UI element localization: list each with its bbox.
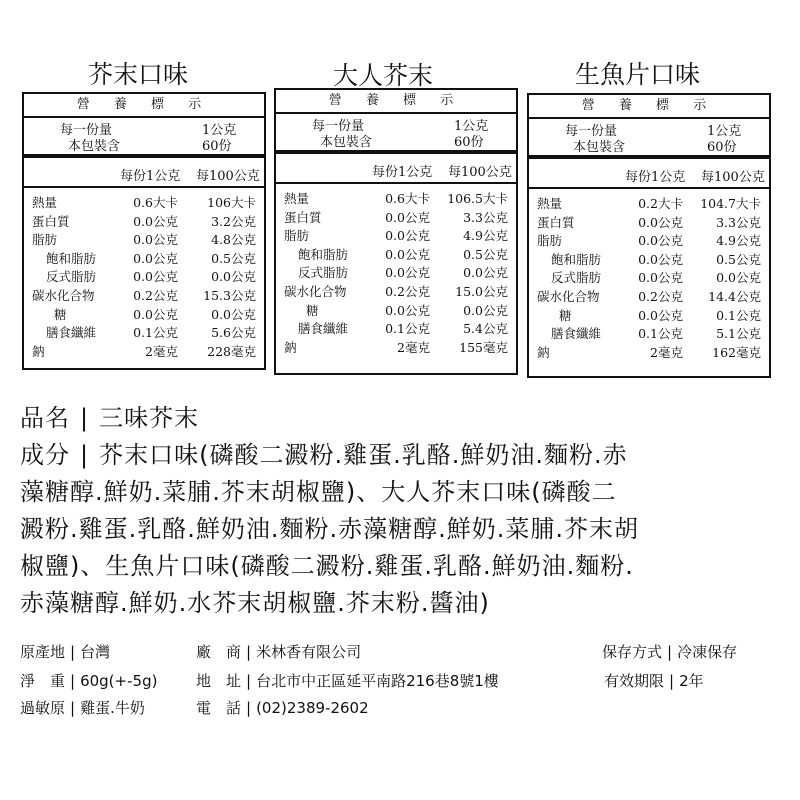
nutrient-name: 蛋白質	[284, 209, 322, 225]
product-name-value: 三味芥末	[99, 404, 200, 432]
nutrient-per-100g: 5.6公克	[211, 325, 256, 341]
nutrient-name: 糖	[54, 306, 67, 322]
separator: |	[669, 672, 675, 690]
nutrient-per-100g: 0.0公克	[211, 269, 256, 285]
net-weight-row	[20, 670, 157, 691]
nutrient-row	[529, 269, 769, 288]
nutrient-per-serving: 0.0公克	[638, 307, 683, 323]
column-headers	[276, 154, 516, 184]
ingredients-text: 芥末口味(磷酸二澱粉.雞蛋.乳酪.鮮奶油.麵粉.赤	[99, 441, 628, 469]
nutrition-header: 營 養 標 示	[24, 94, 264, 118]
nutrient-name: 碳水化合物	[284, 283, 347, 299]
nutrient-per-serving: 0.0公克	[638, 233, 683, 249]
nutrient-per-serving: 2毫克	[397, 339, 430, 355]
nutrient-row	[24, 324, 264, 343]
nutrient-per-100g: 15.0公克	[455, 283, 508, 299]
allergen-label: 過敏原	[20, 699, 66, 717]
nutrient-row	[529, 288, 769, 307]
nutrient-per-100g: 3.2公克	[211, 213, 256, 229]
nutrient-per-100g: 0.0公克	[463, 302, 508, 318]
per-serving-header: 每份1公克	[625, 170, 686, 185]
nutrient-name: 膳食纖維	[46, 325, 97, 341]
maker-label: 廠 商	[196, 643, 242, 661]
nutrient-per-serving: 0.0公克	[385, 228, 430, 244]
nutrient-per-serving: 0.2公克	[385, 283, 430, 299]
ingredients-line-5: 赤藻糖醇.鮮奶.水芥末胡椒鹽.芥末粉.醬油)	[20, 589, 490, 617]
panel-title-sashimi: 生魚片口味	[575, 60, 701, 89]
maker-row	[196, 641, 361, 662]
nutrient-per-100g: 162毫克	[712, 344, 761, 360]
serving-block	[24, 116, 264, 158]
nutrient-name: 反式脂肪	[551, 270, 602, 286]
nutrient-per-100g: 0.5公克	[463, 246, 508, 262]
nutrient-per-serving: 0.0公克	[133, 232, 178, 248]
address-label: 地 址	[196, 672, 242, 690]
expiry-row	[604, 670, 704, 691]
nutrient-per-100g: 15.3公克	[203, 287, 256, 303]
per-serving-header: 每份1公克	[120, 169, 181, 184]
panel-title-wasabi: 芥末口味	[88, 60, 189, 89]
nutrient-name: 碳水化合物	[537, 288, 600, 304]
product-info	[20, 400, 639, 622]
servings-per-package-label: 本包裝含	[320, 135, 373, 150]
nutrient-per-serving: 0.2大卡	[638, 196, 683, 211]
nutrient-rows	[276, 190, 516, 357]
panel-title-adult-wasabi: 大人芥末	[333, 61, 434, 90]
nutrient-per-serving: 2毫克	[145, 343, 178, 359]
nutrient-row	[24, 213, 264, 232]
ingredients-label: 成分	[20, 441, 70, 469]
nutrient-per-serving: 0.0公克	[385, 302, 430, 318]
nutrition-panel-adult-wasabi	[274, 88, 518, 375]
nutrient-per-serving: 0.6大卡	[133, 195, 178, 210]
nutrient-row	[276, 302, 516, 321]
nutrient-per-100g: 5.4公克	[463, 321, 508, 337]
origin-row	[20, 641, 110, 662]
allergen-value: 雞蛋.牛奶	[80, 699, 145, 717]
nutrient-row	[276, 320, 516, 339]
nutrient-per-serving: 0.2公克	[638, 288, 683, 304]
separator: |	[80, 404, 90, 432]
phone-row	[196, 697, 369, 718]
nutrient-per-100g: 0.1公克	[716, 307, 761, 323]
per-100g-header: 每100公克	[448, 165, 512, 180]
nutrient-row	[276, 283, 516, 302]
nutrient-row	[276, 190, 516, 209]
nutrient-row	[24, 194, 264, 213]
ingredients-line-3: 澱粉.雞蛋.乳酪.鮮奶油.麵粉.赤藻糖醇.鮮奶.菜脯.芥末胡	[20, 515, 640, 543]
nutrient-name: 蛋白質	[537, 214, 575, 230]
nutrient-per-100g: 4.8公克	[211, 232, 256, 248]
nutrient-name: 飽和脂肪	[298, 246, 349, 262]
nutrient-row	[529, 307, 769, 326]
nutrient-per-serving: 0.0公克	[133, 250, 178, 266]
nutrient-row	[24, 231, 264, 250]
nutrient-per-100g: 4.9公克	[716, 233, 761, 249]
nutrient-row	[24, 250, 264, 269]
nutrient-per-serving: 0.1公克	[385, 321, 430, 337]
nutrient-per-serving: 0.0公克	[385, 246, 430, 262]
nutrient-row	[529, 325, 769, 344]
nutrient-row	[276, 339, 516, 358]
nutrient-row	[24, 343, 264, 362]
per-serving-header: 每份1公克	[372, 165, 433, 180]
nutrient-row	[529, 251, 769, 270]
nutrient-name: 熱量	[284, 191, 310, 206]
nutrient-per-100g: 104.7大卡	[700, 196, 761, 211]
nutrient-per-100g: 155毫克	[459, 339, 508, 355]
nutrient-name: 反式脂肪	[46, 269, 97, 285]
nutrient-name: 反式脂肪	[298, 265, 349, 281]
nutrient-per-serving: 0.0公克	[638, 270, 683, 286]
storage-value: 冷凍保存	[677, 643, 738, 661]
ingredients-line-1	[20, 437, 639, 474]
nutrient-per-100g: 4.9公克	[463, 228, 508, 244]
nutrient-per-100g: 0.5公克	[716, 251, 761, 267]
nutrient-per-100g: 5.1公克	[716, 326, 761, 342]
nutrient-row	[276, 246, 516, 265]
nutrient-per-100g: 0.0公克	[211, 306, 256, 322]
nutrient-name: 脂肪	[284, 228, 310, 244]
nutrient-per-100g: 106.5大卡	[447, 191, 508, 206]
separator: |	[70, 699, 76, 717]
nutrient-per-serving: 0.6大卡	[385, 191, 430, 206]
nutrient-name: 蛋白質	[32, 213, 70, 229]
nutrient-name: 膳食纖維	[298, 321, 349, 337]
phone-value: (02)2389-2602	[256, 699, 369, 717]
nutrient-name: 脂肪	[537, 233, 563, 249]
nutrient-per-100g: 3.3公克	[716, 214, 761, 230]
phone-label: 電 話	[196, 699, 242, 717]
separator: |	[80, 441, 90, 469]
net-weight-value: 60g(+-5g)	[80, 672, 158, 690]
nutrient-per-serving: 0.1公克	[133, 325, 178, 341]
nutrient-row	[276, 227, 516, 246]
separator: |	[246, 672, 252, 690]
nutrient-row	[24, 306, 264, 325]
nutrient-name: 糖	[559, 307, 572, 323]
serving-size-label: 每一份量	[565, 124, 618, 139]
allergen-row	[20, 697, 145, 718]
nutrition-panel-wasabi	[22, 92, 266, 370]
storage-label: 保存方式	[602, 643, 663, 661]
maker-value: 米林香有限公司	[256, 643, 362, 661]
nutrient-rows	[529, 195, 769, 362]
nutrient-row	[24, 268, 264, 287]
separator: |	[246, 643, 252, 661]
nutrient-name: 碳水化合物	[32, 287, 95, 303]
nutrient-per-serving: 0.0公克	[133, 213, 178, 229]
product-name-label: 品名	[20, 404, 70, 432]
nutrient-per-serving: 0.0公克	[638, 214, 683, 230]
nutrient-row	[529, 214, 769, 233]
nutrient-per-serving: 0.1公克	[638, 326, 683, 342]
per-100g-header: 每100公克	[701, 170, 765, 185]
nutrient-per-100g: 3.3公克	[463, 209, 508, 225]
address-value: 台北市中正區延平南路216巷8號1樓	[256, 672, 499, 690]
expiry-value: 2年	[679, 672, 704, 690]
address-row	[196, 670, 499, 691]
nutrient-row	[529, 344, 769, 363]
nutrient-name: 飽和脂肪	[46, 250, 97, 266]
nutrient-per-100g: 14.4公克	[708, 288, 761, 304]
serving-size-value: 1公克	[454, 119, 489, 134]
column-headers	[24, 158, 264, 188]
servings-per-package-value: 60份	[202, 139, 232, 154]
serving-size-value: 1公克	[707, 124, 742, 139]
nutrient-row	[276, 209, 516, 228]
nutrient-per-100g: 0.5公克	[211, 250, 256, 266]
ingredients-line-4: 椒鹽)、生魚片口味(磷酸二澱粉.雞蛋.乳酪.鮮奶油.麵粉.	[20, 552, 634, 580]
net-weight-label: 淨 重	[20, 672, 66, 690]
serving-block	[529, 117, 769, 159]
nutrient-row	[529, 232, 769, 251]
nutrient-name: 糖	[306, 302, 319, 318]
servings-per-package-label: 本包裝含	[68, 139, 121, 154]
nutrient-name: 膳食纖維	[551, 326, 602, 342]
serving-size-value: 1公克	[202, 123, 237, 138]
nutrient-per-serving: 2毫克	[650, 344, 683, 360]
nutrient-row	[529, 195, 769, 214]
serving-size-label: 每一份量	[60, 123, 113, 138]
nutrient-name: 飽和脂肪	[551, 251, 602, 267]
origin-value: 台灣	[80, 643, 111, 661]
separator: |	[70, 643, 76, 661]
nutrient-per-100g: 106大卡	[207, 195, 256, 210]
nutrient-per-100g: 228毫克	[207, 343, 256, 359]
nutrient-name: 脂肪	[32, 232, 58, 248]
nutrient-row	[24, 287, 264, 306]
nutrient-name: 鈉	[537, 344, 550, 360]
nutrient-name: 鈉	[32, 343, 45, 359]
expiry-label: 有效期限	[604, 672, 665, 690]
nutrition-panel-sashimi	[527, 93, 771, 378]
separator: |	[70, 672, 76, 690]
nutrient-per-100g: 0.0公克	[463, 265, 508, 281]
separator: |	[667, 643, 673, 661]
separator: |	[246, 699, 252, 717]
nutrient-per-serving: 0.0公克	[385, 209, 430, 225]
nutrient-row	[276, 264, 516, 283]
nutrition-header: 營 養 標 示	[529, 95, 769, 119]
nutrient-name: 熱量	[537, 196, 563, 211]
per-100g-header: 每100公克	[196, 169, 260, 184]
servings-per-package-label: 本包裝含	[573, 140, 626, 155]
origin-label: 原產地	[20, 643, 66, 661]
nutrient-per-serving: 0.0公克	[638, 251, 683, 267]
nutrient-per-serving: 0.2公克	[133, 287, 178, 303]
nutrient-rows	[24, 194, 264, 361]
serving-block	[276, 112, 516, 154]
servings-per-package-value: 60份	[707, 140, 737, 155]
column-headers	[529, 159, 769, 189]
nutrient-per-serving: 0.0公克	[133, 269, 178, 285]
ingredients-line-2: 藻糖醇.鮮奶.菜脯.芥末胡椒鹽)、大人芥末口味(磷酸二	[20, 478, 617, 506]
nutrient-per-100g: 0.0公克	[716, 270, 761, 286]
nutrient-per-serving: 0.0公克	[385, 265, 430, 281]
nutrition-header: 營 養 標 示	[276, 90, 516, 114]
nutrient-name: 鈉	[284, 339, 297, 355]
serving-size-label: 每一份量	[312, 119, 365, 134]
storage-row	[602, 641, 737, 662]
product-name-line	[20, 400, 639, 437]
nutrient-per-serving: 0.0公克	[133, 306, 178, 322]
servings-per-package-value: 60份	[454, 135, 484, 150]
nutrient-name: 熱量	[32, 195, 58, 210]
